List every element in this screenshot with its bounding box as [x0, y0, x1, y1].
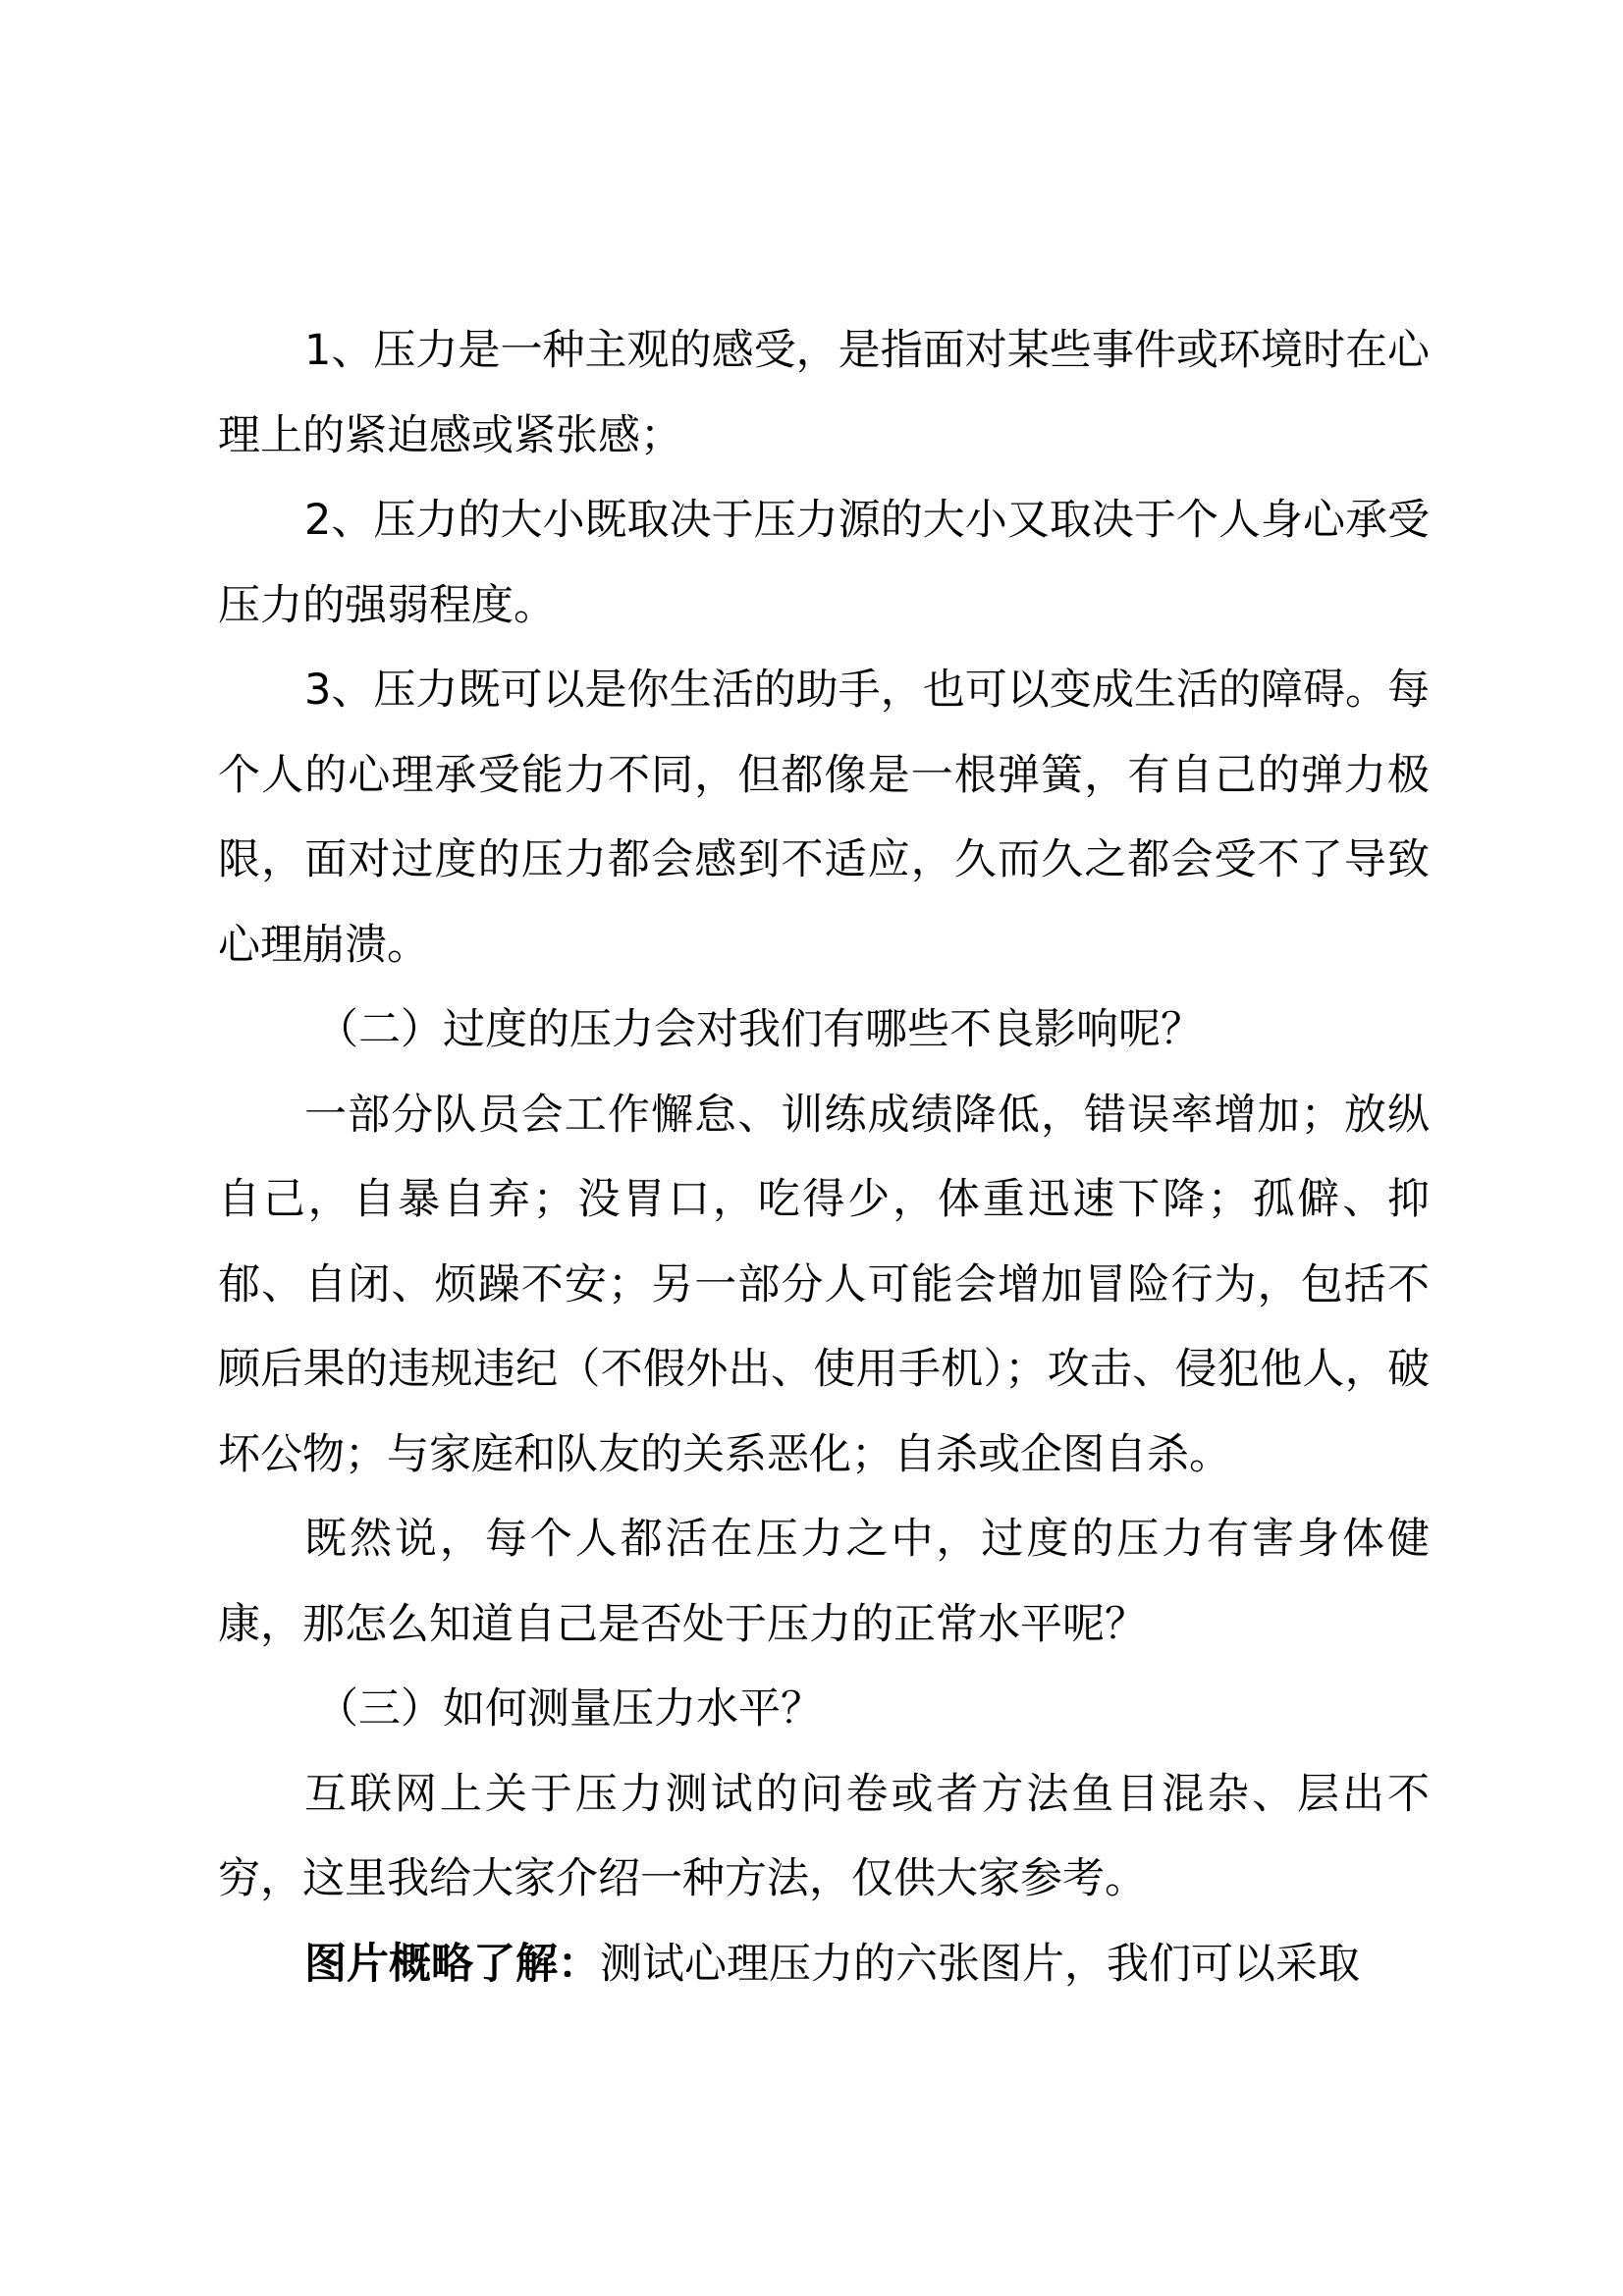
negative-effects-paragraph: 一部分队员会工作懈怠、训练成绩降低，错误率增加；放纵自己，自暴自弃；没胃口，吃得少，体重迅速下降；孤僻、抑郁、自闭、烦躁不安；另一部分人可能会增加冒险行为，包括不顾后果的违规违纪（不假外出、使用手机）；攻击、侵犯他人，破坏公物；与家庭和队友的关系恶化；自杀或企图自杀。 [218, 1090, 1430, 1479]
stress-definition-point-1: 1、压力是一种主观的感受，是指面对某些事件或环境时在心理上的紧迫感或紧张感； [218, 326, 1430, 460]
section-heading-3: （三）如何测量压力水平？ [316, 1684, 823, 1734]
picture-overview-lead: 图片概略了解： [304, 1939, 600, 1989]
normal-level-question-paragraph: 既然说，每个人都活在压力之中，过度的压力有害身体健康，那怎么知道自己是否处于压力的正常水平呢？ [218, 1515, 1430, 1649]
picture-overview-text: 测试心理压力的六张图片，我们可以采取 [600, 1939, 1360, 1989]
stress-definition-point-3: 3、压力既可以是你生活的助手，也可以变成生活的障碍。每个人的心理承受能力不同，但都像是一根弹簧，有自己的弹力极限，面对过度的压力都会感到不适应，久而久之都会受不了导致心理崩溃。 [218, 666, 1430, 970]
stress-definition-point-2: 2、压力的大小既取决于压力源的大小又取决于个人身心承受压力的强弱程度。 [218, 496, 1430, 630]
section-heading-2: （二）过度的压力会对我们有哪些不良影响呢？ [316, 1005, 1203, 1054]
document-page [218, 308, 1430, 2006]
method-intro-paragraph: 互联网上关于压力测试的问卷或者方法鱼目混杂、层出不穷，这里我给大家介绍一种方法，仅供大家参考。 [218, 1769, 1430, 1903]
picture-overview-paragraph [218, 1922, 1430, 2007]
